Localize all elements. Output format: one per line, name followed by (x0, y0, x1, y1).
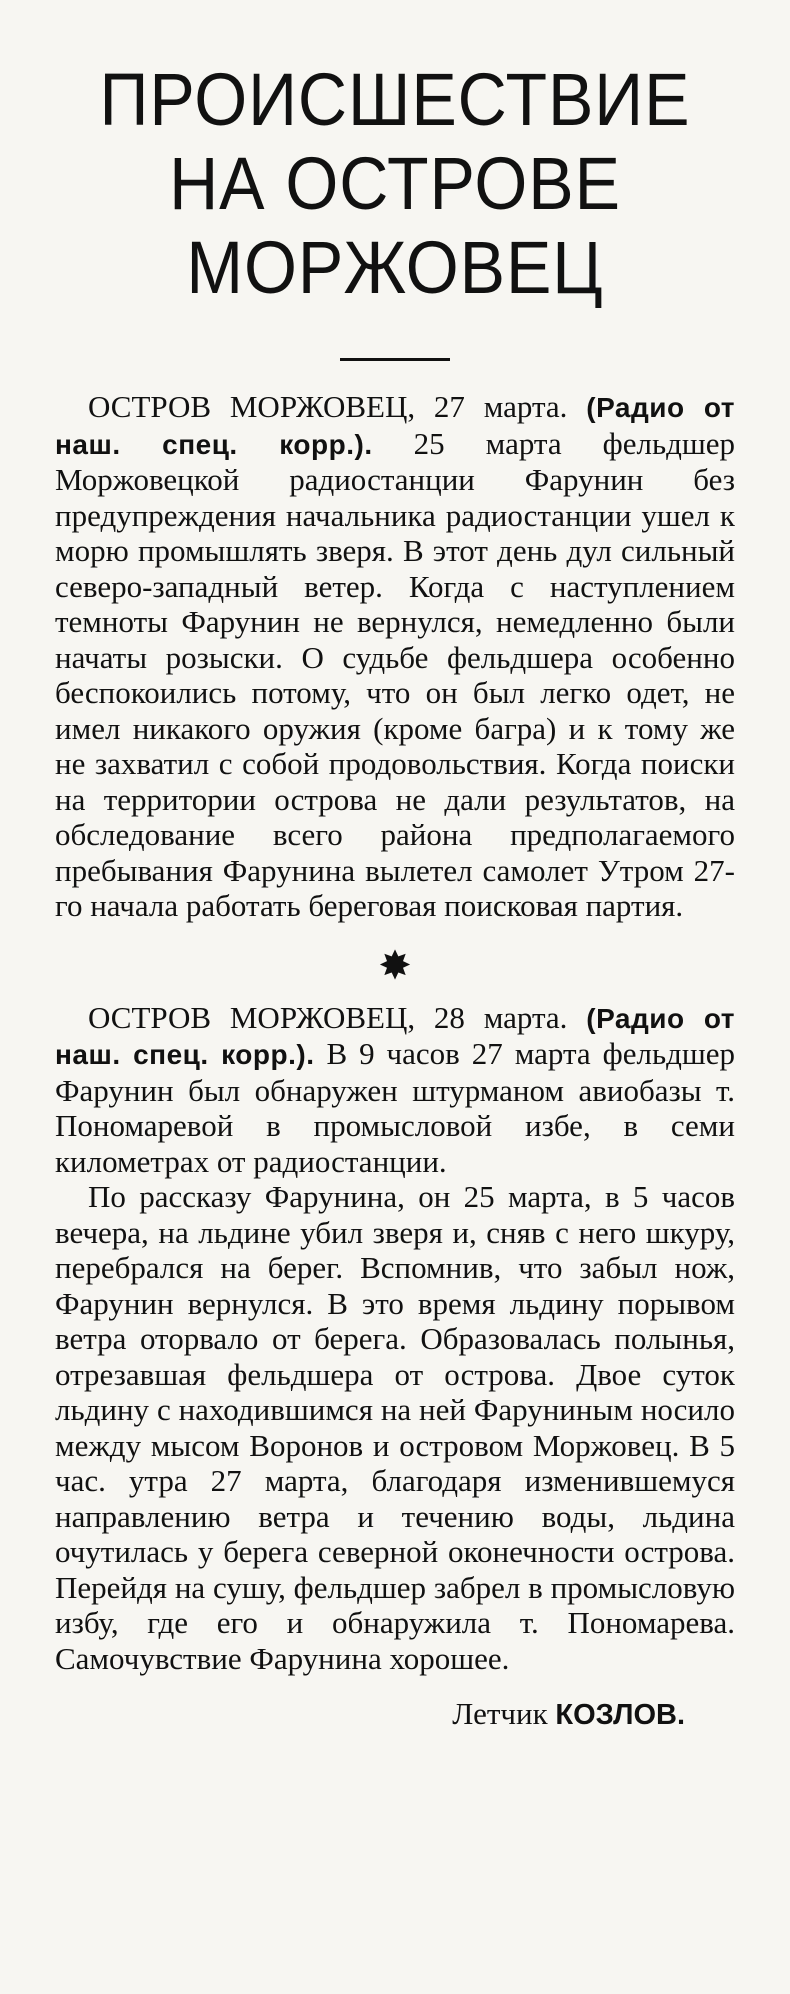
headline-line-3: МОРЖОВЕЦ (186, 226, 604, 309)
headline-line-2: НА ОСТРОВЕ (169, 142, 621, 225)
dispatch-1-dateline: ОСТРОВ МОРЖОВЕЦ, 27 марта. (88, 389, 568, 424)
dispatch-2-dateline: ОСТРОВ МОРЖОВЕЦ, 28 марта. (88, 999, 568, 1035)
dispatch-2-paragraph-1 (55, 1000, 735, 1180)
headline-line-1: ПРОИСШЕСТВИЕ (99, 58, 691, 141)
signature (55, 1694, 735, 1735)
dispatch-1-paragraph (55, 389, 735, 924)
headline-divider (340, 358, 450, 361)
headline (82, 58, 708, 310)
dispatch-1 (55, 389, 735, 924)
dispatch-2-agency: (Радио от наш. спец. корр.). (55, 1002, 736, 1070)
dispatch-1-agency: (Радио от наш. спец. корр.). (55, 392, 736, 460)
dispatch-2 (55, 1000, 735, 1677)
dispatch-1-text: 25 марта фельдшер Моржовецкой радиостанции Фарунин без предупреждения начальника радиостанции ушел к морю промышлять зверя. В этот день дул сильный северо-западный ветер. Когда с наступлением темноты Фарунин не вернулся, немедленно были начаты розыски. О судьбе фельдшера особенно беспокоились потому, что он был легко одет, не имел никакого оружия (кроме багра) и к тому же не захватил с собой продовольствия. Когда поиски на территории острова не дали результатов, на обследование всего района предполагаемого пребывания Фарунина вылетел самолет Утром 27-го начала работать береговая поисковая партия. (55, 425, 735, 923)
signature-name: КОЗЛОВ. (555, 1699, 685, 1731)
signature-role: Летчик (452, 1696, 548, 1731)
dispatch-2-text: В 9 часов 27 марта фельдшер Фарунин был обнаружен штурманом авиобазы т. Пономаревой в промысловой избе, в семи километрах от радиостанции. (55, 1036, 735, 1179)
dispatch-2-paragraph-2: По рассказу Фарунина, он 25 марта, в 5 часов вечера, на льдине убил зверя и, сняв с него шкуру, перебрался на берег. Вспомнив, что забыл нож, Фарунин вернулся. В это время льдину порывом ветра оторвало от берега. Образовалась полынья, отрезавшая фельдшера от острова. Двое суток льдину с находившимся на ней Фаруниным носило между мысом Воронов и островом Моржовец. В 5 час. утра 27 марта, благодаря изменившемуся направлению ветра и течению воды, льдина очутилась у берега северной оконечности острова. Перейдя на сушу, фельдшер забрел в промысловую избу, где его и обнаружила т. Пономарева. Самочувствие Фарунина хорошее. (55, 1179, 735, 1676)
star-separator-icon: ✸ (378, 942, 412, 988)
